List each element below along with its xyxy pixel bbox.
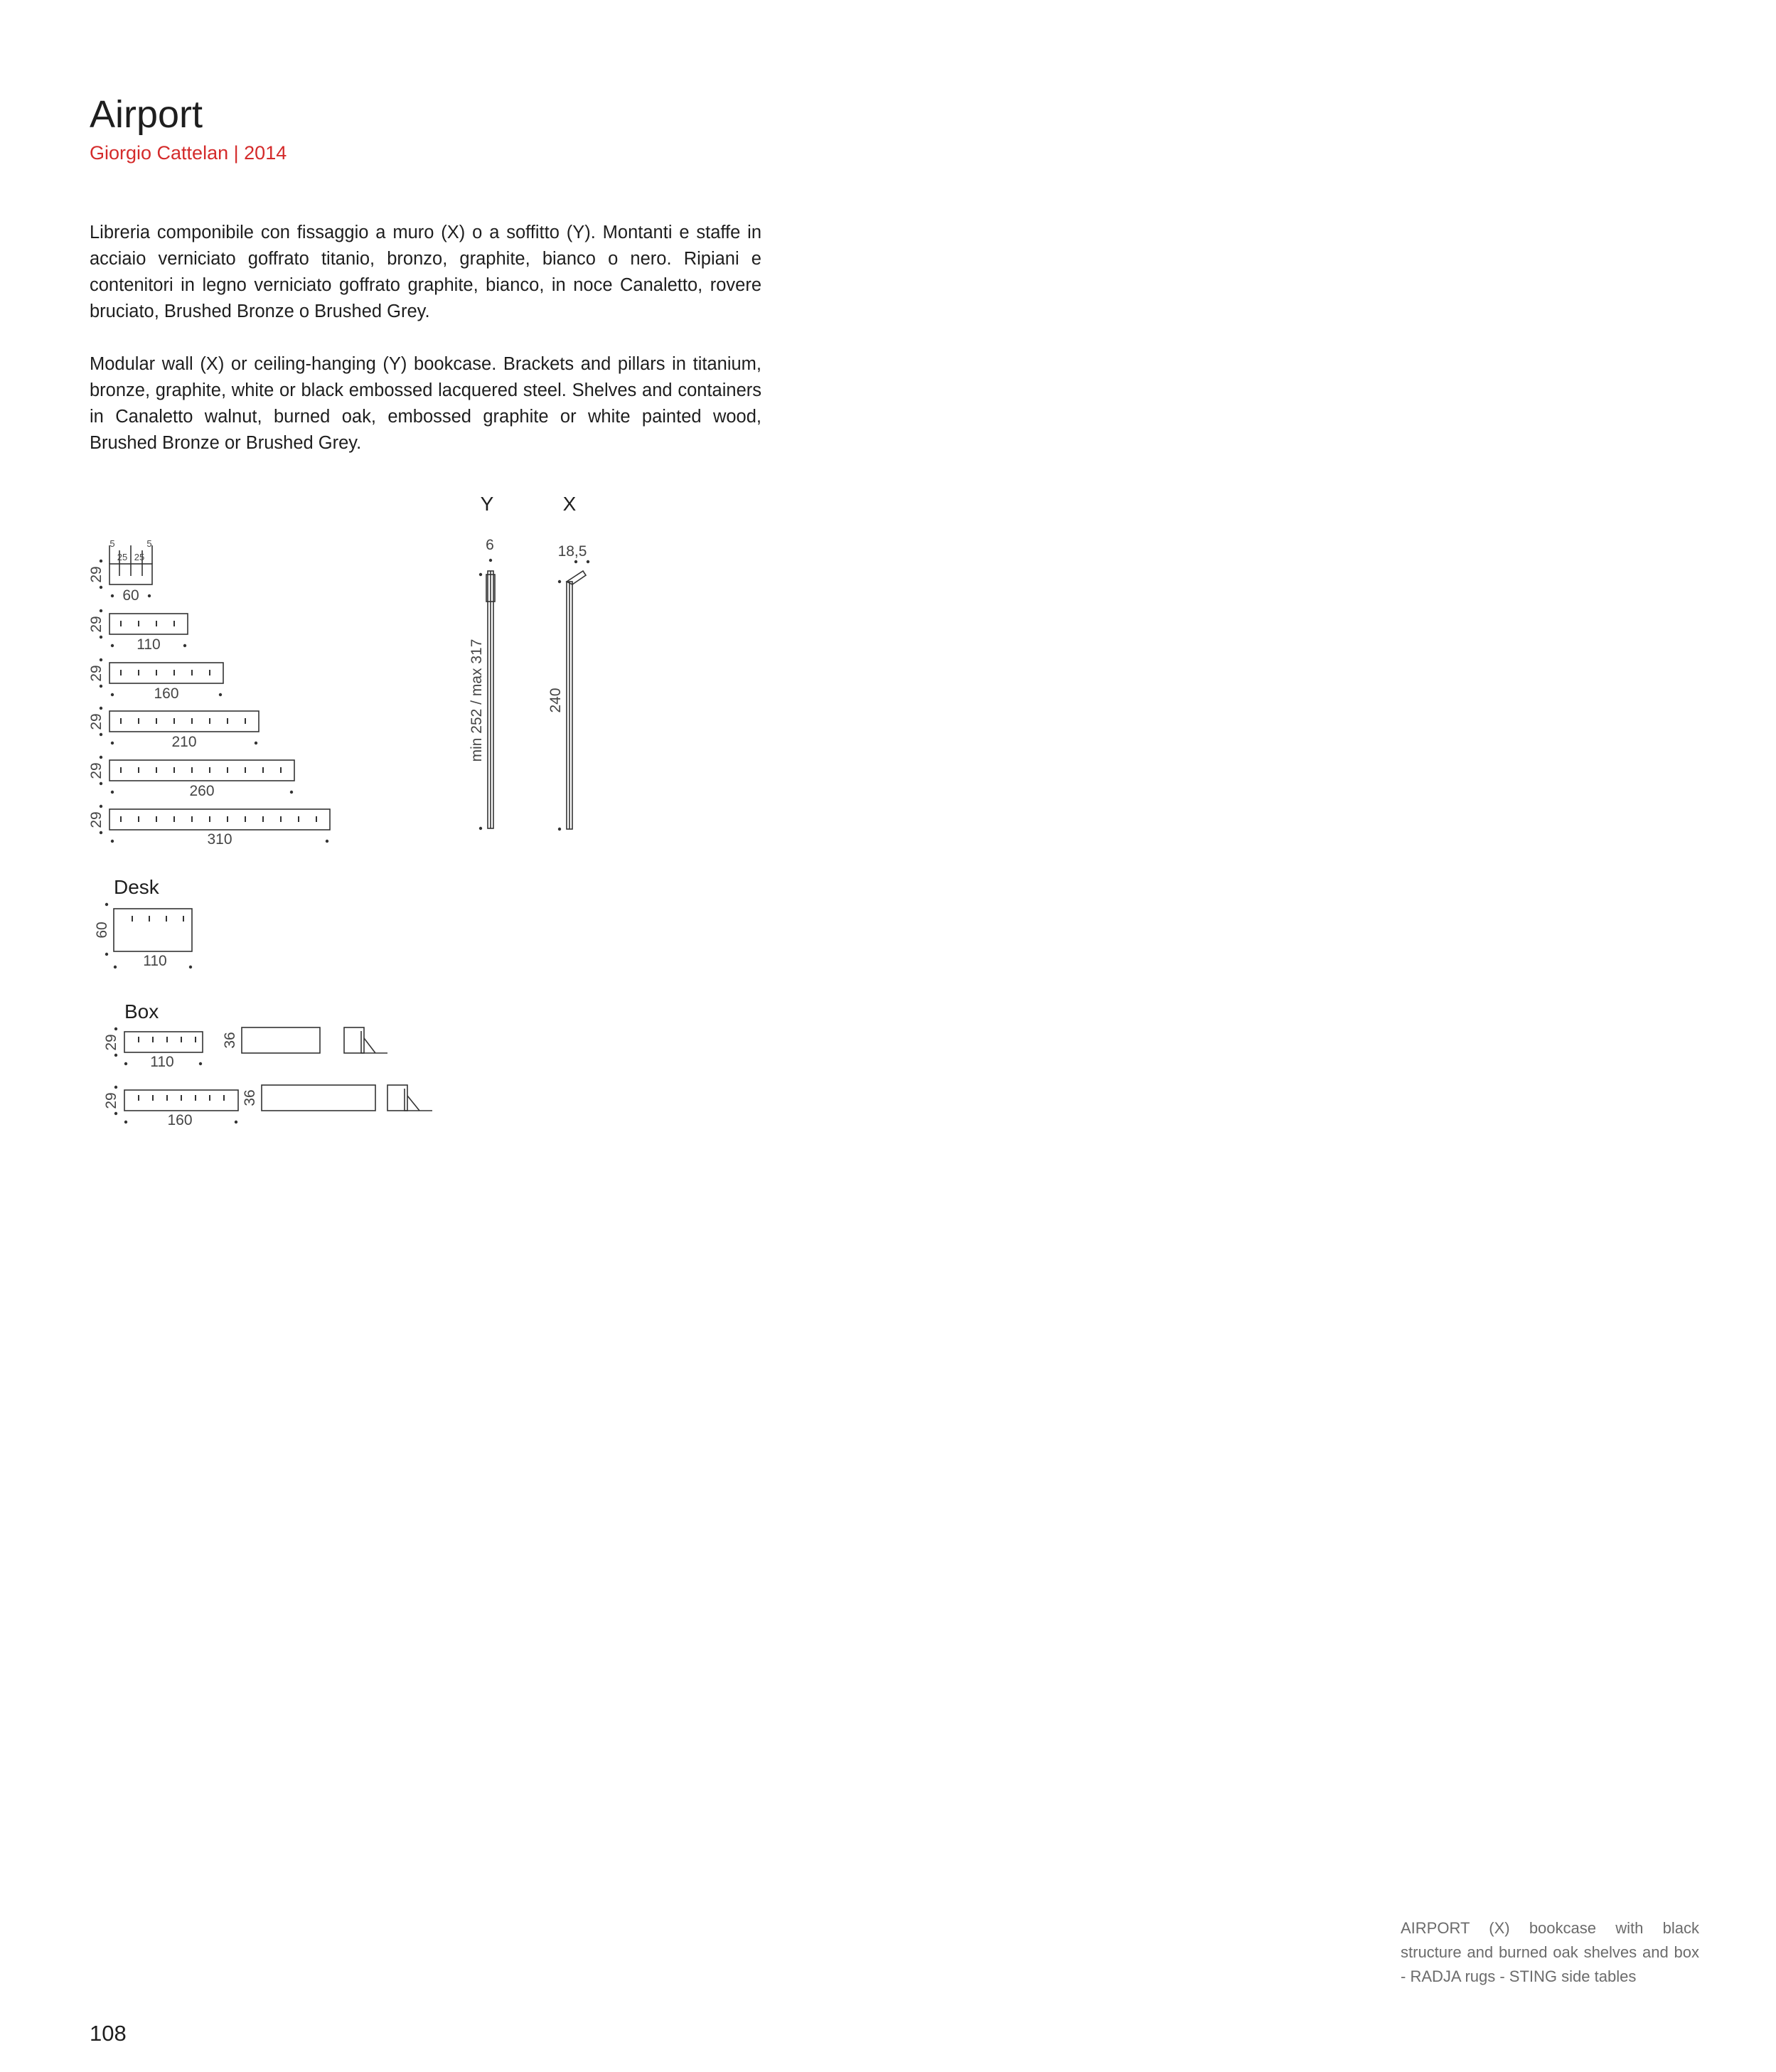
shelf-310 (109, 809, 330, 830)
description-italian: Libreria componibile con fissaggio a muro (X) o a soffitto (Y). Montanti e staffe in acciaio verniciato goffrato titanio, bronzo, graphite, bianco o nero. Ripiani e contenitori in legno verniciato goffrato graphite, bianco, in noce Canaletto, rovere bruciato, Brushed Bronze o Brushed Grey. (90, 223, 761, 321)
dimension-dot (100, 658, 102, 661)
dim-spacing-left: 25 (117, 552, 128, 562)
dimension-dot (199, 1062, 202, 1065)
hole-mark (298, 816, 299, 822)
hole-mark (195, 1095, 196, 1101)
hole-mark (191, 816, 193, 822)
dimension-dot (574, 560, 577, 563)
desk-top (114, 909, 192, 951)
hole-mark (181, 1095, 182, 1101)
hole-mark (173, 816, 175, 822)
dimension-dot (124, 1062, 127, 1065)
separator: | (233, 142, 239, 164)
dimension-dot (189, 966, 192, 968)
hole-mark (120, 816, 122, 822)
hole-mark (209, 816, 210, 822)
dimension-dot (148, 594, 151, 597)
hole-mark (209, 767, 210, 773)
dim-depth: 29 (88, 665, 105, 682)
hole-mark (156, 670, 157, 675)
hole-mark (223, 1095, 225, 1101)
hole-mark (227, 816, 228, 822)
dimension-dot (111, 693, 114, 696)
shelf-260 (109, 760, 294, 781)
dimension-dot (100, 586, 102, 589)
dimension-dot (100, 560, 102, 562)
upright-x (567, 571, 586, 829)
hole-mark (138, 1095, 139, 1101)
dim-box-depth: 29 (103, 1034, 119, 1051)
hole-mark (227, 718, 228, 724)
hole-mark (138, 767, 139, 773)
hole-mark (173, 718, 175, 724)
hole-mark (209, 718, 210, 724)
dimension-dot (100, 831, 102, 834)
box-110-front (124, 1032, 203, 1052)
dimension-dot (587, 560, 589, 563)
dim-width-210: 210 (171, 734, 197, 750)
dimension-dot (105, 903, 108, 906)
dim-upright-y-height: min 252 / max 317 (469, 639, 485, 762)
dimension-dot (219, 693, 222, 696)
dim-edge-left: 5 (109, 538, 115, 549)
dim-box-height: 36 (222, 1032, 238, 1049)
box-110-elevation (242, 1027, 320, 1053)
hole-mark (209, 1095, 210, 1101)
dimension-dot (100, 636, 102, 639)
dimension-dot (183, 644, 186, 647)
dim-depth: 29 (88, 713, 105, 730)
product-title: Airport (90, 93, 203, 136)
dim-depth: 29 (88, 566, 105, 583)
dim-box-width-110: 110 (150, 1054, 174, 1070)
box-label: Box (124, 1000, 159, 1022)
hole-mark (173, 621, 175, 626)
dimension-dot (111, 742, 114, 744)
hole-mark (138, 1037, 139, 1042)
dim-box-height: 36 (242, 1089, 258, 1106)
dimension-dot (255, 742, 257, 744)
description-english: Modular wall (X) or ceiling-hanging (Y) bookcase. Brackets and pillars in titanium, bronze, graphite, white or black embossed lacquered steel. Shelves and containers in Canaletto walnut, burned oak, embossed graphite or white painted wood, Brushed Bronze or Brushed Grey. (90, 354, 761, 453)
hole-mark (166, 1037, 168, 1042)
hole-mark (262, 767, 264, 773)
dim-width-110: 110 (137, 636, 161, 653)
shelf-60 (109, 545, 152, 584)
dimension-dot (114, 966, 117, 968)
dim-depth: 29 (88, 616, 105, 633)
dim-box-depth: 29 (103, 1092, 119, 1109)
dim-upright-x-height: 240 (547, 688, 564, 713)
hole-mark (152, 1037, 154, 1042)
dim-desk-depth: 60 (94, 922, 110, 939)
dimension-dot (479, 573, 482, 576)
dimension-dot (111, 644, 114, 647)
hole-mark (166, 1095, 168, 1101)
photo-caption: AIRPORT (X) bookcase with black structure and burned oak shelves and box - RADJA rugs - STING side tables (1401, 1919, 1699, 1985)
dim-width-260: 260 (189, 783, 215, 799)
design-year: 2014 (244, 142, 287, 164)
hole-mark (173, 767, 175, 773)
hole-mark (209, 670, 210, 675)
hole-mark (120, 718, 122, 724)
dimension-dot (100, 805, 102, 808)
hole-mark (183, 916, 184, 922)
hole-mark (149, 916, 150, 922)
hole-mark (195, 1037, 196, 1042)
hole-mark (191, 718, 193, 724)
shelf-210 (109, 711, 259, 732)
hole-mark (245, 816, 246, 822)
hole-mark (138, 718, 139, 724)
hole-mark (245, 718, 246, 724)
dimension-dot (111, 791, 114, 794)
dimension-dot (235, 1121, 237, 1123)
hole-mark (120, 767, 122, 773)
hole-mark (156, 621, 157, 626)
dimension-dot (326, 840, 328, 843)
hole-mark (120, 670, 122, 675)
dimension-dot (558, 580, 561, 583)
hole-mark (316, 816, 317, 822)
designer-line (90, 142, 287, 164)
desk-label: Desk (114, 876, 159, 898)
dimension-dot (105, 953, 108, 956)
dim-edge-right: 5 (146, 538, 152, 549)
hole-mark (156, 718, 157, 724)
hole-mark (280, 816, 282, 822)
dimension-dot (100, 707, 102, 710)
dimension-dot (100, 782, 102, 785)
hole-mark (280, 767, 282, 773)
dim-desk-width: 110 (143, 953, 167, 969)
hole-mark (132, 916, 133, 922)
dim-width-60: 60 (122, 587, 139, 604)
dim-width-310: 310 (207, 831, 232, 848)
dimension-dot (124, 1121, 127, 1123)
dimension-dot (489, 559, 492, 562)
hole-mark (181, 1037, 182, 1042)
dim-upright-y-width: 6 (486, 537, 494, 553)
hole-mark (138, 621, 139, 626)
box-side-profile (387, 1085, 432, 1111)
dim-depth: 29 (88, 811, 105, 828)
dimension-dot (100, 609, 102, 612)
hole-mark (120, 621, 122, 626)
hole-mark (245, 767, 246, 773)
dimension-dot (111, 594, 114, 597)
hole-mark (156, 767, 157, 773)
dimension-dot (100, 685, 102, 688)
hole-mark (262, 816, 264, 822)
technical-drawings (0, 469, 711, 1152)
upright-x-label: X (562, 493, 577, 515)
box-side-profile (344, 1027, 387, 1053)
hole-mark (138, 816, 139, 822)
dimension-dot (114, 1027, 117, 1030)
dimension-dot (114, 1112, 117, 1115)
dim-spacing-right: 25 (134, 552, 145, 562)
dimension-dot (111, 840, 114, 843)
dim-upright-x-width: 18,5 (557, 543, 587, 560)
hole-mark (191, 767, 193, 773)
dim-box-width-160: 160 (167, 1112, 193, 1128)
hole-mark (166, 916, 167, 922)
upright-y (486, 571, 495, 828)
dimension-dot (479, 827, 482, 830)
page-number: 108 (90, 2021, 127, 2046)
dimension-dot (290, 791, 293, 794)
shelf-160 (109, 663, 223, 683)
upright-y-label: Y (480, 493, 494, 515)
hole-mark (138, 670, 139, 675)
dimension-dot (100, 756, 102, 759)
dim-width-160: 160 (154, 685, 179, 702)
dim-depth: 29 (88, 762, 105, 779)
hole-mark (173, 670, 175, 675)
box-160-elevation (262, 1085, 375, 1111)
designer-name: Giorgio Cattelan (90, 142, 229, 164)
hole-mark (156, 816, 157, 822)
dimension-dot (114, 1086, 117, 1089)
dimension-dot (100, 733, 102, 736)
dimension-dot (558, 828, 561, 831)
hole-mark (227, 767, 228, 773)
hole-mark (191, 670, 193, 675)
hole-mark (152, 1095, 154, 1101)
dimension-dot (114, 1054, 117, 1057)
